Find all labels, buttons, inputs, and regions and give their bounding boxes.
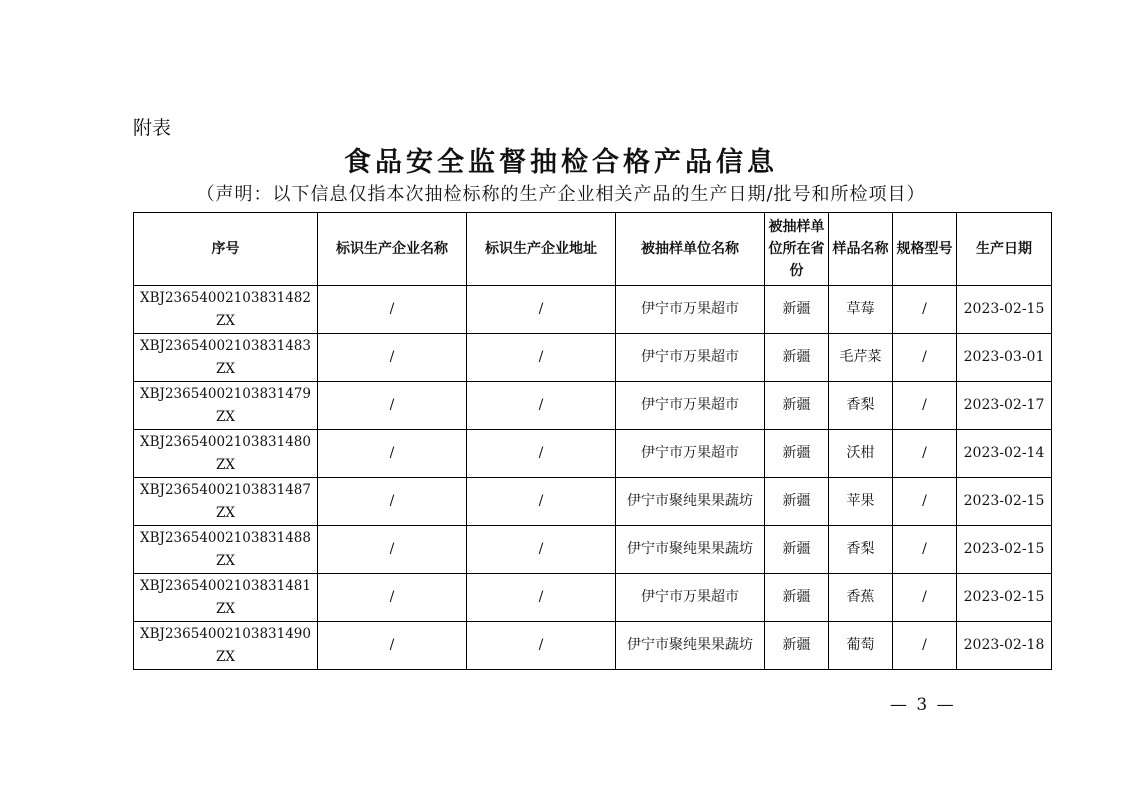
cell-serial: XBJ23654002103831487ZX [134,478,318,526]
cell-spec: / [893,478,957,526]
cell-serial: XBJ23654002103831481ZX [134,574,318,622]
header-sampled-unit: 被抽样单位名称 [616,213,765,286]
document-subtitle: （声明：以下信息仅指本次抽检标称的生产企业相关产品的生产日期/批号和所检项目） [196,184,926,205]
header-date: 生产日期 [957,213,1052,286]
cell-spec: / [893,574,957,622]
cell-serial: XBJ23654002103831488ZX [134,526,318,574]
table-row [134,382,1052,430]
cell-province: 新疆 [765,334,829,382]
table-header-row [134,213,1052,286]
cell-sampled-unit: 伊宁市聚纯果果蔬坊 [616,526,765,574]
cell-sample: 草莓 [829,286,893,334]
cell-sample: 香梨 [829,526,893,574]
cell-producer: / [318,622,467,670]
cell-date: 2023-03-01 [957,334,1052,382]
cell-producer: / [318,430,467,478]
cell-sample: 香梨 [829,382,893,430]
cell-date: 2023-02-14 [957,430,1052,478]
cell-spec: / [893,334,957,382]
cell-sample: 香蕉 [829,574,893,622]
header-producer: 标识生产企业名称 [318,213,467,286]
cell-sample: 毛芹菜 [829,334,893,382]
cell-sampled-unit: 伊宁市万果超市 [616,286,765,334]
cell-address: / [467,478,616,526]
cell-spec: / [893,286,957,334]
header-serial: 序号 [134,213,318,286]
cell-serial: XBJ23654002103831482ZX [134,286,318,334]
cell-address: / [467,430,616,478]
cell-province: 新疆 [765,526,829,574]
table-row [134,430,1052,478]
table-row [134,478,1052,526]
header-spec: 规格型号 [893,213,957,286]
cell-producer: / [318,286,467,334]
cell-province: 新疆 [765,382,829,430]
table-row [134,526,1052,574]
cell-spec: / [893,382,957,430]
cell-sample: 葡萄 [829,622,893,670]
header-sample: 样品名称 [829,213,893,286]
cell-province: 新疆 [765,574,829,622]
cell-serial: XBJ23654002103831483ZX [134,334,318,382]
inspection-table [133,212,1052,670]
cell-serial: XBJ23654002103831490ZX [134,622,318,670]
cell-date: 2023-02-18 [957,622,1052,670]
cell-producer: / [318,334,467,382]
cell-producer: / [318,382,467,430]
cell-sampled-unit: 伊宁市万果超市 [616,334,765,382]
cell-spec: / [893,430,957,478]
page-number: — 3 — [890,695,956,715]
cell-spec: / [893,526,957,574]
cell-sampled-unit: 伊宁市聚纯果果蔬坊 [616,622,765,670]
cell-address: / [467,286,616,334]
cell-province: 新疆 [765,430,829,478]
cell-producer: / [318,526,467,574]
cell-address: / [467,622,616,670]
document-title: 食品安全监督抽检合格产品信息 [344,147,778,178]
cell-date: 2023-02-15 [957,286,1052,334]
cell-date: 2023-02-15 [957,526,1052,574]
table-row [134,286,1052,334]
table-row [134,334,1052,382]
cell-producer: / [318,574,467,622]
cell-sampled-unit: 伊宁市万果超市 [616,430,765,478]
header-province: 被抽样单位所在省份 [765,213,829,286]
cell-address: / [467,382,616,430]
cell-sample: 苹果 [829,478,893,526]
cell-address: / [467,574,616,622]
cell-province: 新疆 [765,286,829,334]
appendix-label: 附表 [133,117,172,139]
cell-province: 新疆 [765,478,829,526]
cell-serial: XBJ23654002103831479ZX [134,382,318,430]
cell-spec: / [893,622,957,670]
cell-sample: 沃柑 [829,430,893,478]
table-row [134,574,1052,622]
cell-date: 2023-02-15 [957,478,1052,526]
cell-address: / [467,334,616,382]
cell-date: 2023-02-17 [957,382,1052,430]
cell-sampled-unit: 伊宁市万果超市 [616,382,765,430]
header-address: 标识生产企业地址 [467,213,616,286]
table-row [134,622,1052,670]
cell-province: 新疆 [765,622,829,670]
cell-producer: / [318,478,467,526]
cell-serial: XBJ23654002103831480ZX [134,430,318,478]
cell-sampled-unit: 伊宁市聚纯果果蔬坊 [616,478,765,526]
cell-date: 2023-02-15 [957,574,1052,622]
cell-sampled-unit: 伊宁市万果超市 [616,574,765,622]
cell-address: / [467,526,616,574]
